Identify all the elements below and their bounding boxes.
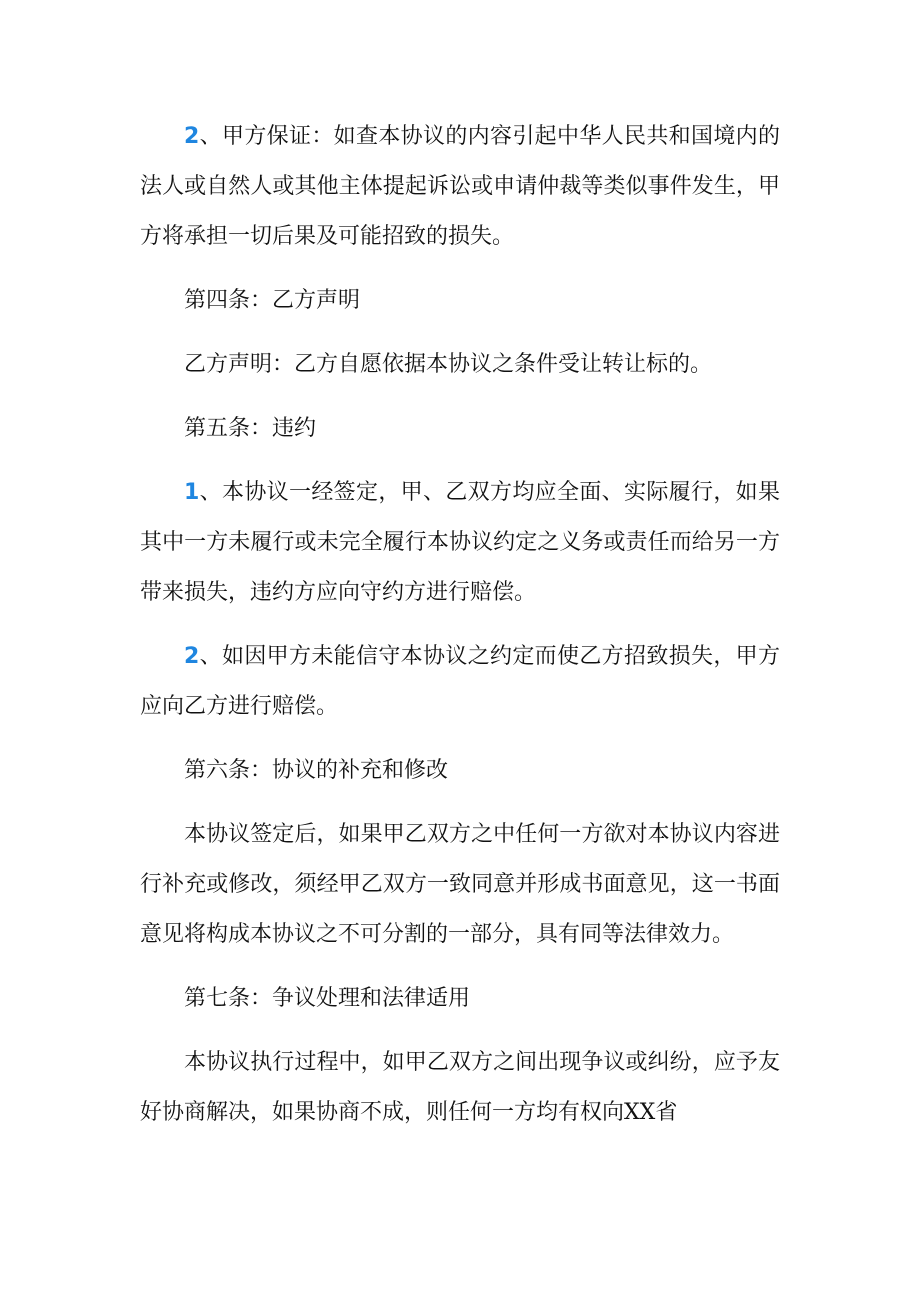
article-6-body xyxy=(140,810,780,960)
article-6-heading xyxy=(140,746,780,796)
article-5-item-1 xyxy=(140,468,780,618)
article-4-heading xyxy=(140,276,780,326)
item-number: 1 xyxy=(184,480,200,505)
paragraph-text: 乙方声明：乙方自愿依据本协议之条件受让转让标的。 xyxy=(184,352,713,377)
paragraph-text: 第七条：争议处理和法律适用 xyxy=(184,986,471,1011)
paragraph-text: 第四条：乙方声明 xyxy=(184,288,361,313)
article-7-body xyxy=(140,1038,780,1138)
article-5-item-2 xyxy=(140,632,780,732)
party-b-statement xyxy=(140,340,780,390)
document-body xyxy=(140,112,780,1138)
paragraph-text: 第六条：协议的补充和修改 xyxy=(184,758,449,783)
paragraph-text: 本协议签定后，如果甲乙双方之中任何一方欲对本协议内容进行补充或修改，须经甲乙双方一致同意并形成书面意见，这一书面意见将构成本协议之不可分割的一部分，具有同等法律效力。 xyxy=(140,822,780,947)
paragraph-text: 、甲方保证：如查本协议的内容引起中华人民共和国境内的法人或自然人或其他主体提起诉讼或申请仲裁等类似事件发生，甲方将承担一切后果及可能招致的损失。 xyxy=(140,124,780,249)
paragraph-text: 、如因甲方未能信守本协议之约定而使乙方招致损失，甲方应向乙方进行赔偿。 xyxy=(140,644,780,719)
paragraph-text: 第五条：违约 xyxy=(184,416,317,441)
article-5-heading xyxy=(140,404,780,454)
clause-3-item-2 xyxy=(140,112,780,262)
item-number: 2 xyxy=(184,124,200,149)
article-7-heading xyxy=(140,974,780,1024)
paragraph-text: 、本协议一经签定，甲、乙双方均应全面、实际履行，如果其中一方未履行或未完全履行本协议约定之义务或责任而给另一方带来损失，违约方应向守约方进行赔偿。 xyxy=(140,480,780,605)
paragraph-text: 本协议执行过程中，如甲乙双方之间出现争议或纠纷，应予友好协商解决，如果协商不成，则任何一方均有权向XX省 xyxy=(140,1050,780,1125)
item-number: 2 xyxy=(184,644,200,669)
